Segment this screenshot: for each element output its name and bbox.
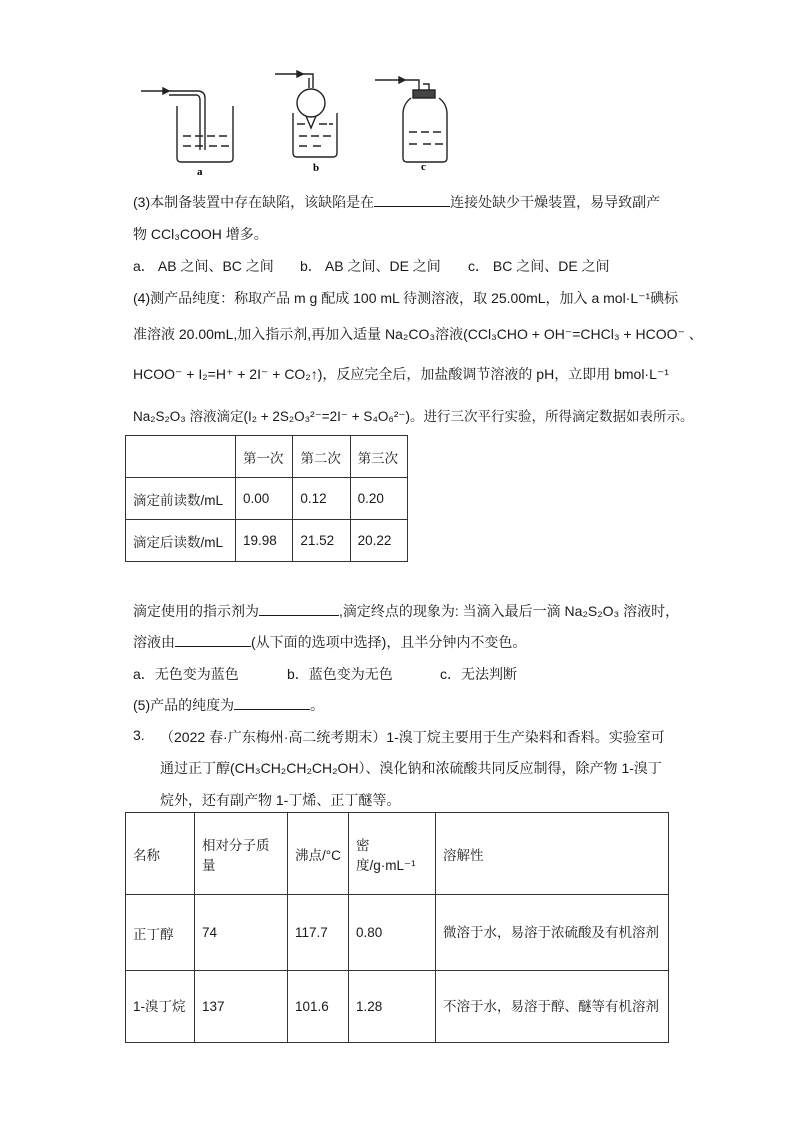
q5-suffix: 。 (310, 697, 325, 713)
table-cell: 滴定后读数/mL (126, 520, 236, 562)
table-header-row (126, 813, 669, 895)
table-cell: 101.6 (288, 971, 349, 1043)
table-cell: 正丁醇 (126, 895, 195, 971)
color-change-answer-blank[interactable] (175, 633, 251, 647)
q4-line1: (4)测产品纯度：称取产品 m g 配成 100 mL 待测溶液，取 25.00mL，加入 a mol·L⁻¹碘标 (133, 290, 679, 306)
table-cell: 117.7 (288, 895, 349, 971)
properties-table (125, 812, 669, 1043)
table-cell: 74 (195, 895, 288, 971)
q4-line4: Na₂S₂O₃ 溶液滴定(I₂ + 2S₂O₃²⁻=2I⁻ + S₄O₆²⁻)。进行三次平行实验，所得滴定数据如表所示。 (133, 409, 694, 424)
indicator-answer-blank[interactable] (259, 602, 339, 616)
table-row (126, 971, 669, 1043)
table-header-cell: 名称 (126, 813, 195, 895)
label-b: b (313, 162, 320, 174)
table-header-cell: 密度/g·mL⁻¹ (349, 813, 436, 895)
table-cell: 微溶于水，易溶于浓硫酸及有机溶剂 (436, 895, 669, 971)
table-header-cell: 沸点/°C (288, 813, 349, 895)
table-header-cell: 溶解性 (436, 813, 669, 895)
q3-answer-blank[interactable] (374, 193, 450, 207)
q4b-line1-prefix: 滴定使用的指示剂为 (133, 603, 259, 619)
table-cell: 不溶于水，易溶于醇、醚等有机溶剂 (436, 971, 669, 1043)
table-row (126, 478, 408, 520)
q4b-option-c: c．无法判断 (440, 666, 517, 682)
q4b-line2-prefix: 溶液由 (133, 634, 175, 650)
table-cell: 137 (195, 971, 288, 1043)
table-cell: 0.00 (236, 478, 293, 520)
q3-text-prefix: (3)本制备装置中存在缺陷，该缺陷是在 (133, 194, 375, 210)
q4-line3: HCOO⁻ + I₂=H⁺ + 2I⁻ + CO₂↑)，反应完全后，加盐酸调节溶液的 pH，立即用 bmol·L⁻¹ (133, 366, 669, 382)
table-header-cell: 相对分子质量 (195, 813, 288, 895)
q4b-line1 (133, 601, 679, 621)
table-cell: 0.80 (349, 895, 436, 971)
q3-line1 (133, 192, 660, 212)
q3-option-a: a． AB 之间、BC 之间 (133, 258, 274, 274)
apparatus-figure (133, 58, 463, 188)
table-header-cell: 第二次 (293, 436, 350, 478)
q3-text-suffix: 连接处缺少干燥装置，易导致副产 (450, 194, 661, 210)
table-header-cell: 第一次 (236, 436, 293, 478)
q5-line (133, 695, 324, 715)
table-cell: 1-溴丁烷 (126, 971, 195, 1043)
problem3-number: 3. (133, 727, 145, 743)
q3-option-c: c． BC 之间、DE 之间 (468, 258, 610, 274)
table-cell: 19.98 (236, 520, 293, 562)
purity-answer-blank[interactable] (234, 696, 310, 710)
table-header-cell: 第三次 (350, 436, 407, 478)
label-c: c (421, 161, 426, 173)
label-a: a (197, 166, 203, 178)
q4b-line2 (133, 632, 526, 652)
table-cell: 滴定前读数/mL (126, 478, 236, 520)
table-cell: 0.12 (293, 478, 350, 520)
problem3-line1: （2022 春·广东梅州·高二统考期末）1-溴丁烷主要用于生产染料和香料。实验室可 (160, 729, 665, 745)
table-row (126, 895, 669, 971)
q4b-line1-suffix: ,滴定终点的现象为: 当滴入最后一滴 Na₂S₂O₃ 溶液时， (339, 603, 680, 619)
table-header-row (126, 436, 408, 478)
q3-line2: 物 CCl₃COOH 增多。 (133, 226, 268, 242)
table-cell: 20.22 (350, 520, 407, 562)
q4b-option-b: b．蓝色变为无色 (287, 666, 393, 682)
q5-prefix: (5)产品的纯度为 (133, 697, 235, 713)
table-header-cell (126, 436, 236, 478)
titration-table (125, 435, 408, 562)
problem3-line3: 烷外，还有副产物 1-丁烯、正丁醚等。 (160, 792, 401, 808)
problem3-line2: 通过正丁醇(CH₃CH₂CH₂CH₂OH）、溴化钠和浓硫酸共同反应制得，除产物 1-溴丁 (160, 760, 662, 776)
q4b-option-a: a．无色变为蓝色 (133, 666, 239, 682)
q4-line2: 准溶液 20.00mL,加入指示剂,再加入适量 Na₂CO₃溶液(CCl₃CHO + OH⁻=CHCl₃ + HCOO⁻ 、 (133, 326, 703, 342)
table-row (126, 520, 408, 562)
table-cell: 0.20 (350, 478, 407, 520)
q3-option-b: b． AB 之间、DE 之间 (300, 258, 441, 274)
table-cell: 1.28 (349, 971, 436, 1043)
q4b-line2-suffix: (从下面的选项中选择)，且半分钟内不变色。 (251, 634, 527, 650)
table-cell: 21.52 (293, 520, 350, 562)
